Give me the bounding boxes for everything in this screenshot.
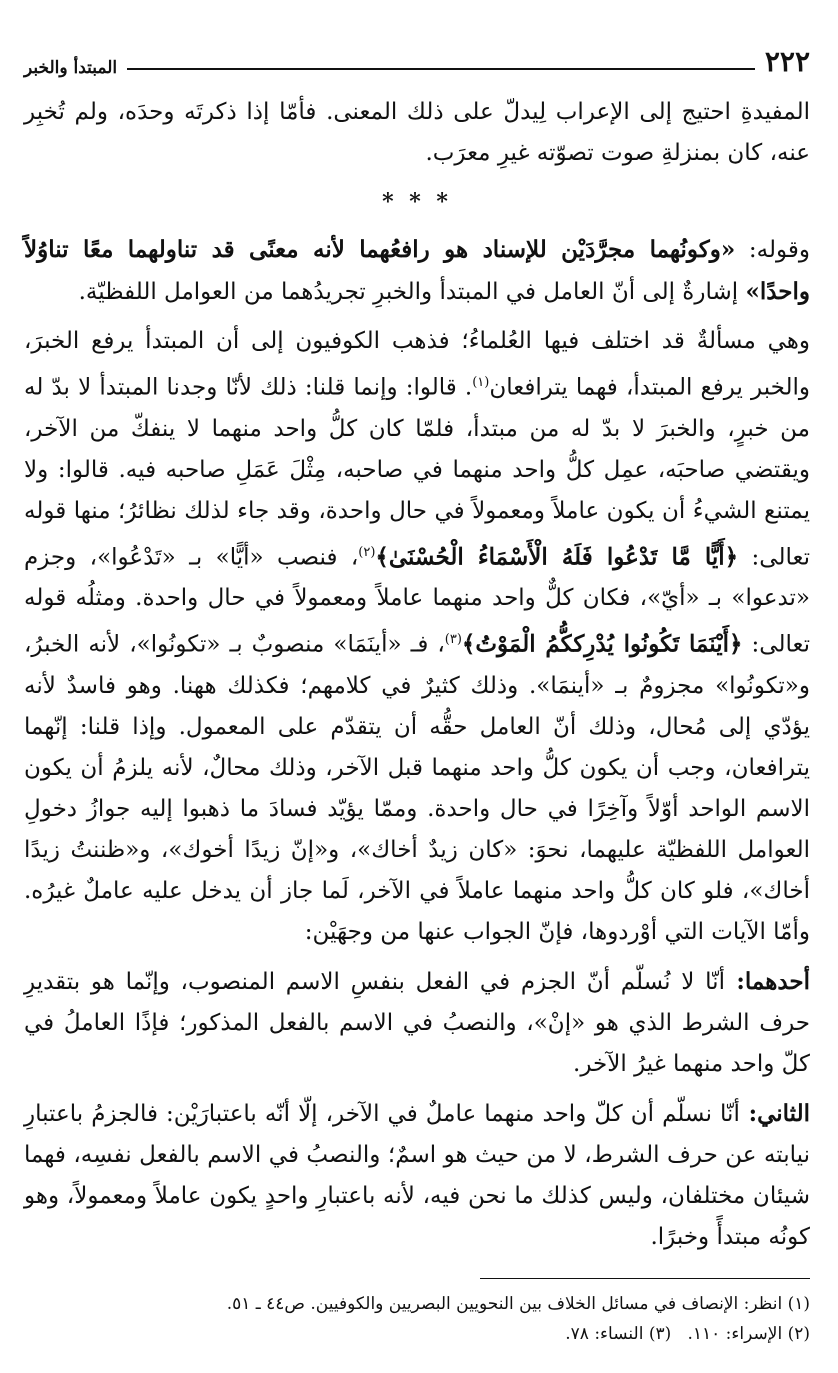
paragraph-4 [24,961,810,1085]
p3-part-d: ، فـ «أينَمَا» منصوبٌ بـ «تكونُوا»، لأنه الخبرُ، و«تكونُوا» مجزومٌ بـ «أينمَا». وذلك كثيرٌ في كلامهم؛ فكذلك ههنا. وهو فاسدٌ لأنه يؤدّي إلى مُحال، وذلك أنّ العامل حقُّه أن يتقدّم على المعمول. وإذا قلنا: إنّهما يترافعان، وجب أن يكون كلُّ واحد منهما قبل الآخر، وذلك محالٌ، لأنه يلزمُ أن يكون الاسم الواحد أوّلاً وآخِرًا في حال واحدة. وممّا يؤيّد فسادَ ما ذهبوا إليه جوازُ دخولِ العوامل اللفظيّة عليهما، نحوَ: «كان زيدٌ أخاك»، و«إنّ زيدًا أخوك»، و«ظننتُ زيدًا أخاك»، فلو كان كلُّ واحد منهما عاملاً في الآخر، لَما جاز أن يدخل عليه عاملٌ غيرُه. وأمّا الآيات التي أوْردوها، فإنّ الجواب عنها من وجهَيْن: [24,631,810,945]
footnote-ref-3: (٣) [444,632,462,648]
footnote-rule [480,1278,810,1279]
section-separator: * * * [382,189,452,215]
quran-verse-2: ﴿أَيْنَمَا تَكُونُوا يُدْرِككُّمُ الْمَوْتُ﴾ [461,630,743,658]
p2-rest: إشارةٌ إلى أنّ العامل في المبتدأ والخبرِ تجريدُهما من العوامل اللفظيّة. [78,279,746,305]
p4-text: أنّا لا نُسلّم أنّ الجزم في الفعل بنفسِ الاسم المنصوب، وإنّما هو بتقديرِ حرف الشرط الذي هو «إنْ»، والنصبُ في الاسم بالفعل المذكور؛ فإذًا العاملُ في كلّ واحد منهما غيرُ الآخر. [24,968,810,1077]
footnote-3: (٣) النساء: ٧٨. [565,1323,672,1344]
p3-part-a: وهي مسألةٌ قد اختلف فيها العُلماءُ؛ فذهب الكوفيون إلى أن المبتدأ يرفع الخبرَ، والخبر يرفع المبتدأ، فهما يترافعان [24,328,810,401]
footnote-2: (٢) الإسراء: ١١٠. [687,1323,810,1344]
p3-part-c: ، فنصب «أيًّا» بـ «تَدْعُوا»، وجزم «تدعوا» بـ «أيّ»، فكان كلٌّ واحد منهما عاملاً ومعمولاً في حال واحدة. ومثلُه قوله تعالى: [24,544,810,658]
p5-text: أنّا نسلّم أن كلّ واحد منهما عاملٌ في الآخر، إلّا أنّه باعتبارَيْن: فالجزمُ باعتبارِ نيابته عن حرف الشرط، لا من حيث هو اسمٌ؛ والنصبُ في الاسم بالفعل نفسِه، فهما شيئان مختلفان، وليس كذلك ما نحن فيه، لأنه باعتبارِ واحدٍ يكون عاملاً ومعمولاً، وهو كونُه مبتدأً وخبرًا. [24,1100,810,1250]
header-rule [127,68,755,70]
p4-label: أحدهما: [724,967,810,995]
paragraph-5 [24,1093,810,1258]
footnote-ref-1: (١) [472,375,490,390]
running-title: المبتدأ والخبر [24,58,118,78]
paragraph-1: المفيدةِ احتيج إلى الإعراب لِيدلّ على ذلك المعنى. فأمّا إذا ذكرتَه وحدَه، ولم تُخبِر عنه، كان بمنزلةِ صوت تصوّته غيرِ معرَب. [24,99,810,166]
paragraph-3 [24,321,810,953]
main-text [24,92,810,1258]
p5-label: الثاني: [739,1099,811,1127]
p3-part-b: . قالوا: وإنما قلنا: ذلك لأنّا وجدنا المبتدأ لا بدّ له من خبرٍ، والخبرَ لا بدّ له من مبتدأ، فلمّا كان كلُّ واحد منهما لا ينفكّ من الآخر، ويقتضي صاحبَه، عمِل كلُّ واحد منهما في صاحبه، مِثْلَ عَمَلِ صاحبه فيه. قالوا: ولا يمتنع الشيءُ أن يكون عاملاً ومعمولاً في حال واحدة، وقد جاء لذلك نظائرُ؛ منها قوله تعالى: [24,374,810,571]
quran-verse-1: ﴿أَيًّا مَّا تَدْعُوا فَلَهُ الْأَسْمَاءُ الْحُسْنَىٰ﴾ [375,543,739,571]
footnote-1: (١) انظر: الإنصاف في مسائل الخلاف بين النحويين البصريين والكوفيين. ص٤٤ ـ ٥١. [226,1293,810,1314]
p2-lead: وقوله: [735,237,811,263]
footnotes [24,1289,810,1349]
page-header [24,38,810,78]
footnote-ref-2: (٢) [358,544,376,560]
p2-quoted-text: «وكونُهما مجرَّدَيْن للإسناد هو رافعُهما لأنه معنًى قد تناولهما معًا تناوُلاً واحدًا» [24,236,810,305]
footnote-2-3 [24,1319,810,1349]
page-number: ٢٢٢ [764,45,810,78]
paragraph-2 [24,229,810,313]
